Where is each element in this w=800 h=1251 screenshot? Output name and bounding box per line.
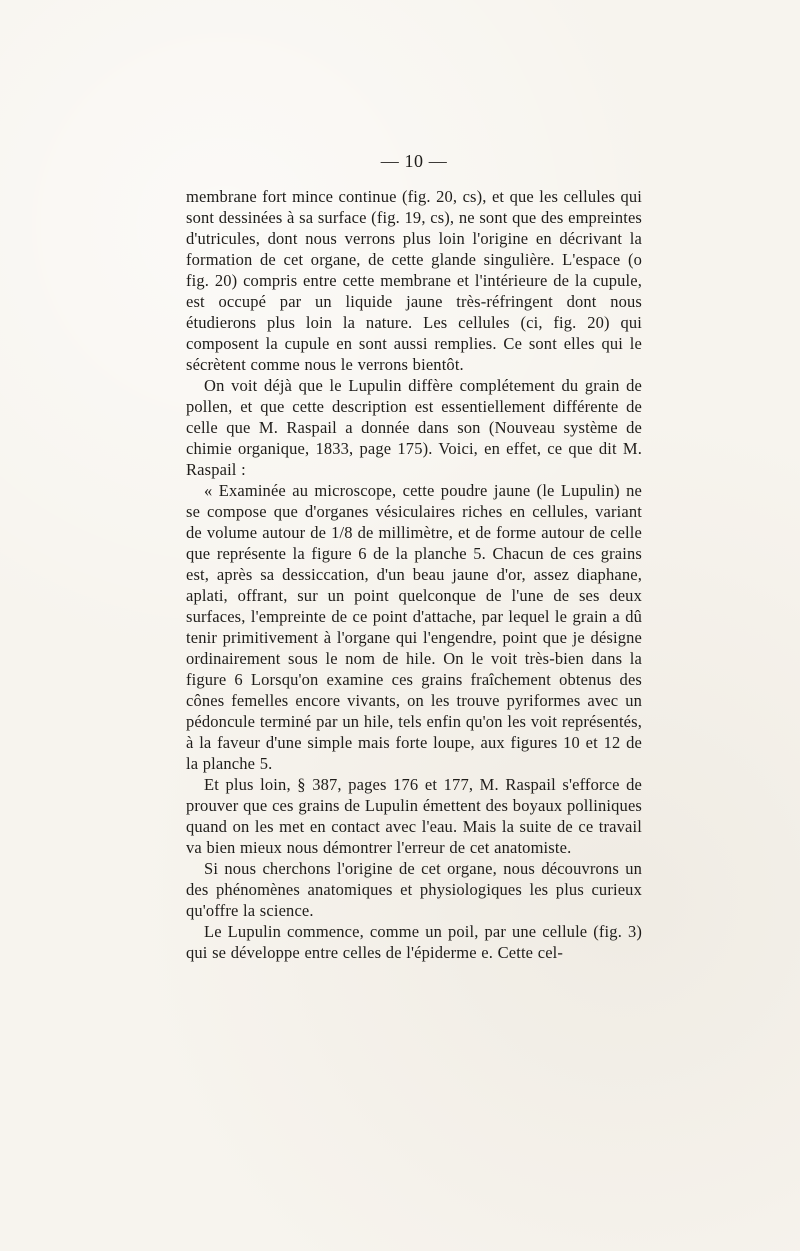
paragraph-2: On voit déjà que le Lupulin diffère complétement du grain de pollen, et que cette description est essentiellement différente de celle que M. Raspail a donnée dans son (Nouveau système de chimie organique, 1833, page 175). Voici, en effet, ce que dit M. Raspail :: [186, 376, 642, 479]
paragraph-5: Si nous cherchons l'origine de cet organe, nous découvrons un des phénomènes anatomiques et physiologiques les plus curieux qu'offre la science.: [186, 859, 642, 920]
text-block: [186, 150, 642, 963]
quote-paragraph: « Examinée au microscope, cette poudre jaune (le Lupulin) ne se compose que d'organes vésiculaires riches en cellules, variant de volume autour de 1/8 de millimètre, et de forme autour de celle que représente la figure 6 de la planche 5. Chacun de ces grains est, après sa dessiccation, d'un beau jaune d'or, assez diaphane, aplati, offrant, sur un point quelconque de l'une de ses deux surfaces, l'empreinte de ce point d'attache, par lequel le grain a dû tenir primitivement à l'organe qui l'engendre, point que je désigne ordinairement sous le nom de hile. On le voit très-bien dans la figure 6 Lorsqu'on examine ces grains fraîchement obtenus des cônes femelles encore vivants, on les trouve pyriformes avec un pédoncule terminé par un hile, tels enfin qu'on les voit représentés, à la faveur d'une simple mais forte loupe, aux figures 10 et 12 de la planche 5.: [186, 481, 642, 773]
page-number: — 10 —: [380, 151, 448, 171]
paragraph-6: Le Lupulin commence, comme un poil, par une cellule (fig. 3) qui se développe entre celles de l'épiderme e. Cette cel-: [186, 922, 642, 962]
paragraph-4: Et plus loin, § 387, pages 176 et 177, M. Raspail s'efforce de prouver que ces grains de Lupulin émettent des boyaux polliniques quand on les met en contact avec l'eau. Mais la suite de ce travail va bien mieux nous démontrer l'erreur de cet anatomiste.: [186, 775, 642, 857]
paragraph-1: membrane fort mince continue (fig. 20, cs), et que les cellules qui sont dessinées à sa surface (fig. 19, cs), ne sont que des empreintes d'utricules, dont nous verrons plus loin l'origine en décrivant la formation de cet organe, de cette glande singulière. L'espace (o fig. 20) compris entre cette membrane et l'intérieure de la cupule, est occupé par un liquide jaune très-réfringent dont nous étudierons plus loin la nature. Les cellules (ci, fig. 20) qui composent la cupule en sont aussi remplies. Ce sont elles qui le sécrètent comme nous le verrons bientôt.: [186, 187, 642, 374]
